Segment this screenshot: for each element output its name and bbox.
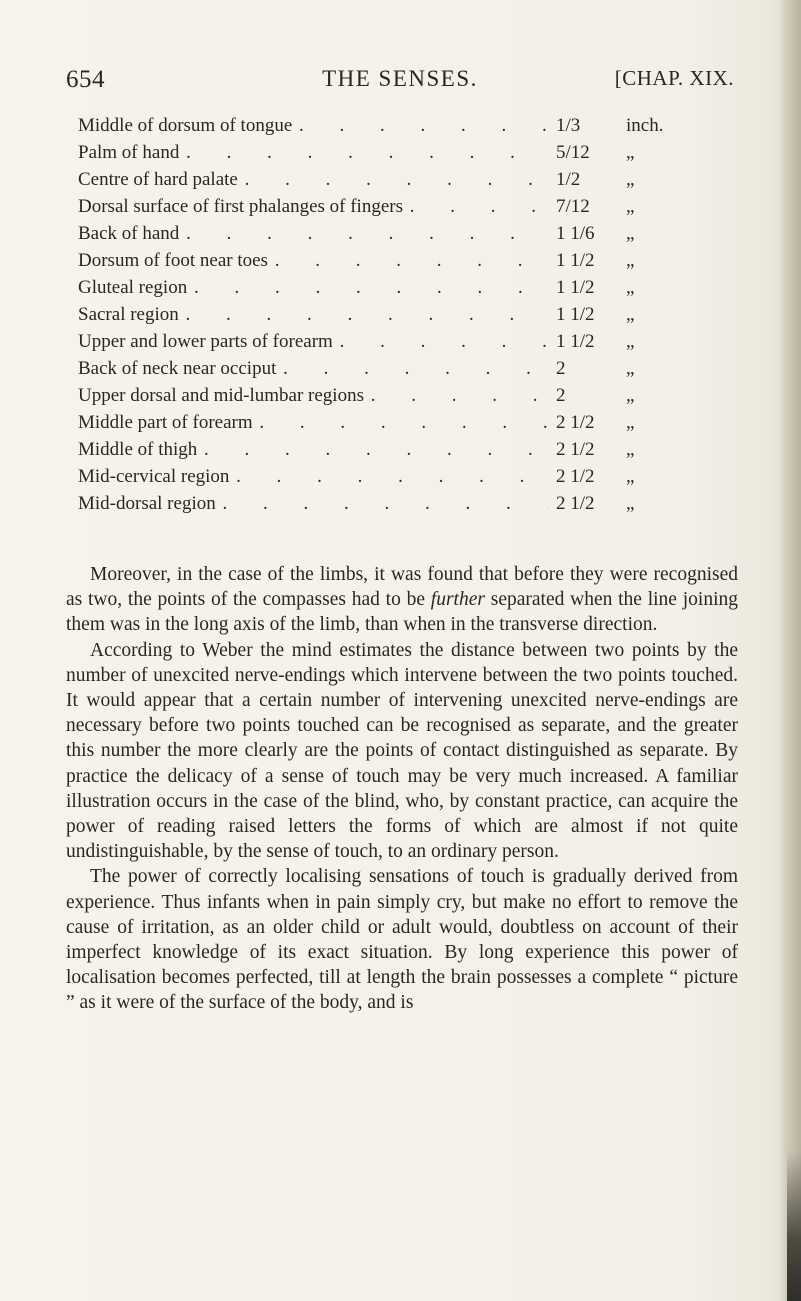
distance-value: 2 1/2 xyxy=(556,412,595,433)
region-label: Mid-dorsal region . xyxy=(78,490,548,517)
distance-unit: „ xyxy=(626,385,635,406)
distance-unit: inch. xyxy=(626,115,664,136)
table-row xyxy=(78,220,738,247)
distance-unit: „ xyxy=(626,493,635,514)
table-row xyxy=(78,112,738,139)
distance-value: 1 1/2 xyxy=(556,304,595,325)
page-edge-dark-corner xyxy=(787,1150,801,1301)
table-row xyxy=(78,166,738,193)
distance-unit: „ xyxy=(626,250,635,271)
table-row xyxy=(78,193,738,220)
table-row xyxy=(78,409,738,436)
table-row xyxy=(78,328,738,355)
distance-value: 1 1/2 xyxy=(556,250,595,271)
table-row xyxy=(78,382,738,409)
distance-value: 2 1/2 xyxy=(556,439,595,460)
sensitivity-table xyxy=(78,112,738,517)
region-label: Dorsal surface of first phalanges of fingers . xyxy=(78,193,548,220)
distance-unit: „ xyxy=(626,196,635,217)
region-label: Mid-cervical region . xyxy=(78,463,548,490)
distance-value: 2 1/2 xyxy=(556,466,595,487)
distance-unit: „ xyxy=(626,223,635,244)
table-row xyxy=(78,355,738,382)
distance-value: 5/12 xyxy=(556,142,590,163)
distance-value: 1 1/2 xyxy=(556,277,595,298)
running-header xyxy=(66,66,734,100)
paragraph-1-text-a: Moreover, in the case of the limbs, it was found that before they were recognised as two, the points of the compasses had to be xyxy=(66,564,738,611)
distance-unit: „ xyxy=(626,331,635,352)
body-text xyxy=(66,562,738,1016)
table-row xyxy=(78,247,738,274)
running-title: THE SENSES. xyxy=(322,66,478,91)
region-label: Back of neck near occiput . xyxy=(78,355,548,382)
paragraph-1 xyxy=(66,562,738,638)
chapter-label: [CHAP. XIX. xyxy=(614,66,734,90)
region-label: Palm of hand . xyxy=(78,139,548,166)
paragraph-1-text-b: separated when the line joining them was in the long axis of the limb, than when in the transverse direction. xyxy=(66,589,738,636)
table-row xyxy=(78,490,738,517)
table-row xyxy=(78,139,738,166)
region-label: Middle of dorsum of tongue . xyxy=(78,112,548,139)
distance-unit: „ xyxy=(626,169,635,190)
region-label: Upper dorsal and mid-lumbar regions . xyxy=(78,382,548,409)
distance-value: 2 xyxy=(556,385,566,406)
distance-value: 2 1/2 xyxy=(556,493,595,514)
table-row xyxy=(78,436,738,463)
distance-value: 7/12 xyxy=(556,196,590,217)
region-label: Back of hand . xyxy=(78,220,548,247)
region-label: Dorsum of foot near toes . xyxy=(78,247,548,274)
distance-value: 1 1/6 xyxy=(556,223,595,244)
paragraph-3: The power of correctly localising sensations of touch is gradually derived from experience. Thus infants when in pain simply cry, but make no effort to remove the cause of irritation, as an older child or adult would, doubtless on account of their imperfect knowledge of its exact situation. By long experience this power of localisation becomes perfected, till at length the brain possesses a complete “ picture ” as it were of the surface of the body, and is xyxy=(66,866,738,1014)
region-label: Middle part of forearm . xyxy=(78,409,548,436)
distance-unit: „ xyxy=(626,142,635,163)
distance-value: 1 1/2 xyxy=(556,331,595,352)
distance-value: 1/3 xyxy=(556,115,581,136)
distance-unit: „ xyxy=(626,439,635,460)
distance-unit: „ xyxy=(626,358,635,379)
distance-unit: „ xyxy=(626,466,635,487)
table-row xyxy=(78,301,738,328)
table-row xyxy=(78,274,738,301)
distance-unit: „ xyxy=(626,304,635,325)
distance-unit: „ xyxy=(626,412,635,433)
region-label: Gluteal region . xyxy=(78,274,548,301)
distance-value: 1/2 xyxy=(556,169,581,190)
distance-unit: „ xyxy=(626,277,635,298)
region-label: Middle of thigh . xyxy=(78,436,548,463)
distance-value: 2 xyxy=(556,358,566,379)
paragraph-1-emphasis: further xyxy=(430,589,485,611)
table-row xyxy=(78,463,738,490)
region-label: Upper and lower parts of forearm . xyxy=(78,328,548,355)
paragraph-2: According to Weber the mind estimates the distance between two points by the number of unexcited nerve-endings which intervene between the two points touched. It would appear that a certain number of intervening unexcited nerve-endings are necessary before two points touched can be recognised as separate, and the greater this number the more clearly are the points of contact distinguished as separate. By practice the delicacy of a sense of touch may be very much increased. A familiar illustration occurs in the case of the blind, who, by constant practice, can acquire the power of reading raised letters the forms of which are almost if not quite undistinguishable, by the sense of touch, to an ordinary person. xyxy=(66,639,738,863)
page-number: 654 xyxy=(66,66,105,93)
region-label: Sacral region . xyxy=(78,301,548,328)
region-label: Centre of hard palate . xyxy=(78,166,548,193)
page-edge-shadow xyxy=(779,0,801,1301)
